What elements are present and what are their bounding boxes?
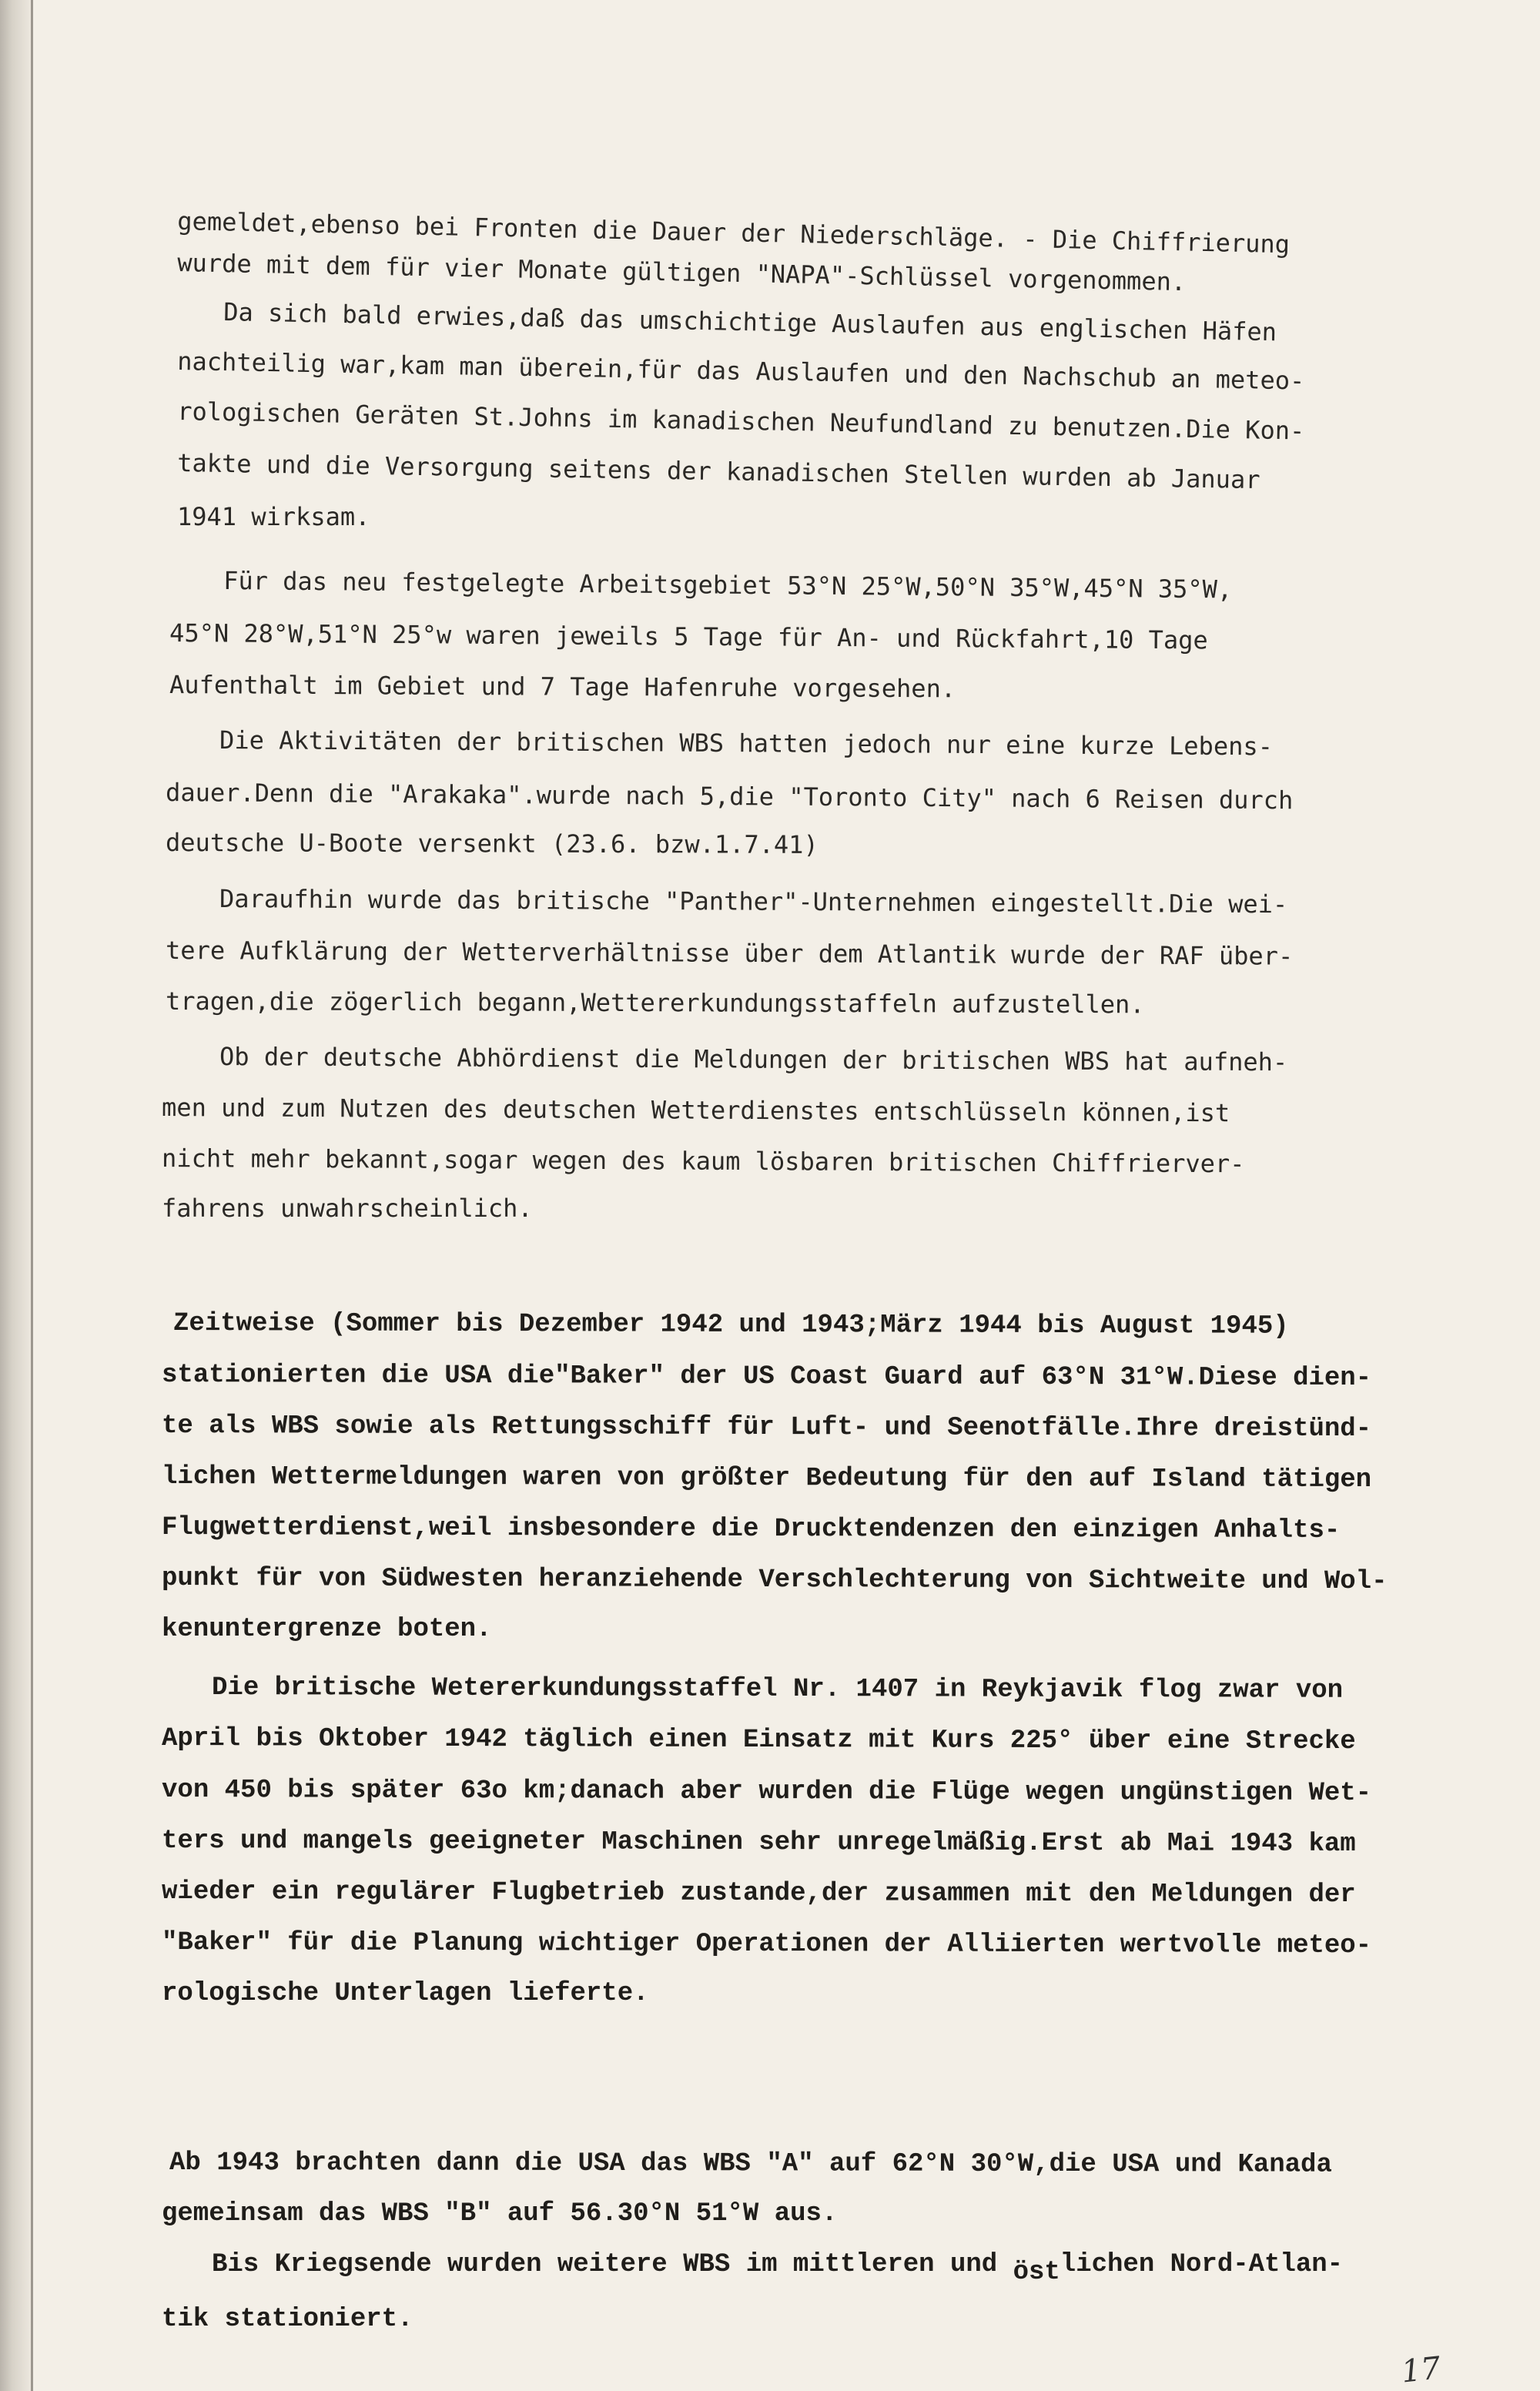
text-line: ters und mangels geeigneter Maschinen sehr unregelmäßig.Erst ab Mai 1943 kam	[162, 1827, 1356, 1860]
text-line: takte und die Versorgung seitens der kanadischen Stellen wurden ab Januar	[177, 448, 1260, 495]
text-line-end: lichen Nord-Atlan-	[1060, 2250, 1344, 2279]
text-line: stationierten die USA die"Baker" der US Coast Guard auf 63°N 31°W.Diese dien-	[162, 1361, 1372, 1394]
text-line: gemeinsam das WBS "B" auf 56.30°N 51°W aus.	[162, 2199, 838, 2229]
text-line: Für das neu festgelegte Arbeitsgebiet 53°N 25°W,50°N 35°W,45°N 35°W,	[223, 566, 1233, 604]
text-line: 45°N 28°W,51°N 25°w waren jeweils 5 Tage für An- und Rückfahrt,10 Tage	[169, 618, 1208, 655]
text-line: nicht mehr bekannt,sogar wegen des kaum lösbaren britischen Chiffrierver-	[162, 1144, 1245, 1179]
handwritten-page-mark: 17	[1399, 2350, 1443, 2390]
text-line-start: Bis Kriegsende wurden weitere WBS im mittleren und	[212, 2250, 1013, 2279]
text-line: fahrens unwahrscheinlich.	[162, 1194, 533, 1223]
text-line: April bis Oktober 1942 täglich einen Einsatz mit Kurs 225° über eine Strecke	[162, 1724, 1356, 1757]
text-line: tere Aufklärung der Wetterverhältnisse über dem Atlantik wurde der RAF über-	[166, 936, 1294, 971]
text-line: gemeldet,ebenso bei Fronten die Dauer der Niederschläge. - Die Chiffrierung	[177, 206, 1291, 260]
text-line: wieder ein regulärer Flugbetrieb zustande,der zusammen mit den Meldungen der	[162, 1877, 1356, 1910]
text-line: "Baker" für die Planung wichtiger Operationen der Alliierten wertvolle meteo-	[162, 1928, 1372, 1961]
text-line: Ab 1943 brachten dann die USA das WBS "A" auf 62°N 30°W,die USA und Kanada	[169, 2148, 1332, 2180]
binding-line	[31, 0, 33, 2391]
text-line: Aufenthalt im Gebiet und 7 Tage Hafenruhe vorgesehen.	[169, 670, 956, 704]
text-line: punkt für von Südwesten heranziehende Verschlechterung von Sichtweite und Wol-	[162, 1564, 1388, 1597]
text-line: Daraufhin wurde das britische "Panther"-Unternehmen eingestellt.Die wei-	[219, 884, 1288, 919]
text-line: nachteilig war,kam man überein,für das Auslaufen und den Nachschub an meteo-	[177, 347, 1305, 396]
text-line: 1941 wirksam.	[177, 502, 370, 531]
text-line: te als WBS sowie als Rettungsschiff für Luft- und Seenotfälle.Ihre dreistünd-	[162, 1411, 1372, 1445]
text-line: tragen,die zögerlich begann,Wettererkundungsstaffeln aufzustellen.	[166, 986, 1145, 1020]
text-line: kenuntergrenze boten.	[162, 1615, 492, 1644]
text-line: Die Aktivitäten der britischen WBS hatten jedoch nur eine kurze Lebens-	[219, 725, 1274, 762]
text-line: rologische Unterlagen lieferte.	[162, 1979, 649, 2008]
text-line: Da sich bald erwies,daß das umschichtige Auslaufen aus englischen Häfen	[223, 297, 1277, 347]
text-line: rologischen Geräten St.Johns im kanadischen Neufundland zu benutzen.Die Kon-	[177, 397, 1305, 446]
text-inserted-word: öst	[1013, 2258, 1060, 2287]
text-line: dauer.Denn die "Arakaka".wurde nach 5,die "Toronto City" nach 6 Reisen durch	[166, 778, 1294, 815]
binding-edge	[0, 0, 31, 2391]
text-line: von 450 bis später 63o km;danach aber wurden die Flüge wegen ungünstigen Wet-	[162, 1776, 1372, 1809]
text-line: lichen Wettermeldungen waren von größter Bedeutung für den auf Island tätigen	[162, 1462, 1372, 1495]
text-line: wurde mit dem für vier Monate gültigen "NAPA"-Schlüssel vorgenommen.	[177, 248, 1187, 297]
text-line: Flugwetterdienst,weil insbesondere die Drucktendenzen den einzigen Anhalts-	[162, 1513, 1341, 1546]
text-line: men und zum Nutzen des deutschen Wetterdienstes entschlüsseln können,ist	[162, 1093, 1230, 1128]
text-line: deutsche U-Boote versenkt (23.6. bzw.1.7.41)	[166, 828, 819, 859]
text-line: tik stationiert.	[162, 2305, 413, 2334]
text-line: Ob der deutsche Abhördienst die Meldungen der britischen WBS hat aufneh-	[219, 1042, 1288, 1077]
text-line: Zeitweise (Sommer bis Dezember 1942 und 1943;März 1944 bis August 1945)	[173, 1309, 1289, 1341]
text-line	[212, 2250, 1344, 2287]
text-line: Die britische Wetererkundungsstaffel Nr. 1407 in Reykjavik flog zwar von	[212, 1673, 1344, 1706]
